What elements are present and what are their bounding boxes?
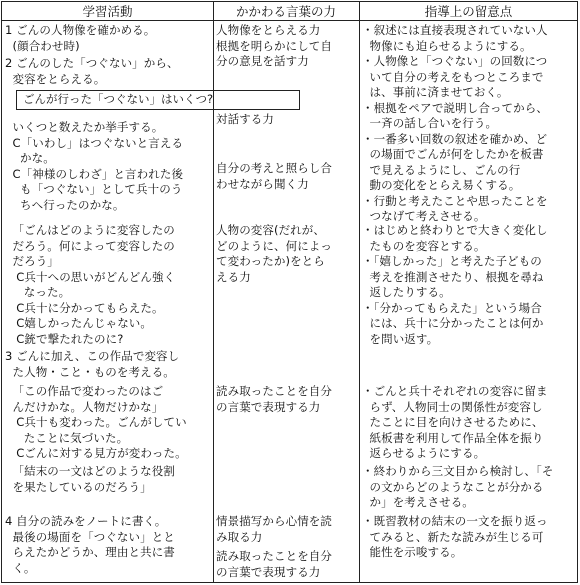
text-line: か」を考えさせる。 xyxy=(362,495,474,509)
note-group-1 xyxy=(362,23,548,225)
text-line: 自分の考えと照らし合 xyxy=(216,161,332,175)
text-line: 返したりする。 xyxy=(362,285,451,299)
text-line: く。 xyxy=(5,560,36,575)
text-line: C兵十への思いがどんどん強く xyxy=(5,269,176,284)
key-question-box xyxy=(16,90,300,110)
skill-5 xyxy=(216,384,332,415)
text-line: 人物の変容(だれが、 xyxy=(216,223,325,237)
text-line: て変わったか)をとら xyxy=(216,254,325,268)
text-line: らず、人物同士の関係性が変容し xyxy=(362,399,543,414)
text-line: 1 ごんの人物像を確かめる。 xyxy=(5,23,156,37)
text-line: 返らせるようにする。 xyxy=(362,446,486,460)
text-line: で見えるようにし、ごんの行 xyxy=(362,162,521,177)
text-line: んだけかな。人物だけかな」 xyxy=(5,399,164,414)
text-line: なった。 xyxy=(5,285,71,299)
text-line: た人物・こと・ものを考える。 xyxy=(5,364,175,379)
text-line: どのように、何によっ xyxy=(216,238,332,253)
text-line: 読み取ったことを自分 xyxy=(216,384,332,398)
text-line: み取る力 xyxy=(216,529,263,544)
text-line: たことに目を向けさせるために、 xyxy=(362,415,544,429)
text-line: ・叙述には直接表現されていない人 xyxy=(362,23,548,37)
note-group-3 xyxy=(362,384,548,462)
text-line: いて自分の考えをもつところまで xyxy=(362,69,544,84)
skill-3 xyxy=(216,161,332,192)
activity-2 xyxy=(5,56,179,87)
skill-7 xyxy=(216,549,332,580)
skill-2 xyxy=(216,112,274,128)
text-line: ごんが行った「つぐない」はいくつ? xyxy=(23,92,214,106)
text-line: ・行動と考えたことや思ったことを xyxy=(362,193,548,208)
text-line: Cごんに対する見方が変わった。 xyxy=(5,446,187,460)
header-language-skills: かかわる言葉の力 xyxy=(235,4,336,19)
text-line: だろう。何によって変容したの xyxy=(5,238,175,253)
text-line: わせながら聞く力 xyxy=(216,176,309,191)
text-line: ・既習教材の結末の一文を振り返っ xyxy=(362,514,548,528)
text-line: を問い返す。 xyxy=(362,331,439,346)
text-line: たことに気づいた。 xyxy=(5,430,129,445)
text-line: ・「分かってもらえた」という場合 xyxy=(362,300,542,315)
text-line: ・人物像と「つぐない」の回数につ xyxy=(362,54,548,68)
text-line: つなげて考えさせる。 xyxy=(362,209,486,223)
text-line: C「神様のしわざ」と言われた後 xyxy=(5,166,184,181)
text-line: 「ごんはどのように変容したの xyxy=(5,223,175,237)
text-line: いくつと数えたか挙手する。 xyxy=(5,120,164,134)
text-line: C「いわし」はつぐないと言える xyxy=(5,135,184,150)
text-line: 変容をとらえる。 xyxy=(5,71,106,86)
text-line: 物像にも迫らせるようにする。 xyxy=(362,38,532,53)
text-line: 4 自分の読みをノートに書く。 xyxy=(5,514,167,528)
text-line: 情景描写から心情を読 xyxy=(216,514,332,528)
text-line: ちへ行ったのかな。 xyxy=(5,197,125,212)
note-group-2 xyxy=(362,223,548,347)
text-line: 人物像をとらえる力 xyxy=(216,23,321,37)
text-line: を果たしているのだろう」 xyxy=(5,479,152,494)
text-line: 考えを推測させたり、根拠を尋ね xyxy=(362,269,544,284)
text-line: ・ごんと兵十それぞれの変容に留ま xyxy=(362,384,548,398)
text-line: の言葉で表現する力 xyxy=(216,399,321,414)
text-line: C兵十も変わった。ごんがしてい xyxy=(5,415,187,429)
lesson-plan-table xyxy=(1,1,578,583)
activity-4 xyxy=(5,514,175,576)
activity-2-question xyxy=(5,223,175,347)
text-line: てみると、新たな読みが生じる可 xyxy=(362,529,544,544)
note-group-5 xyxy=(362,514,548,561)
text-line: 読み取ったことを自分 xyxy=(216,549,332,563)
text-line: 対話する力 xyxy=(216,112,274,126)
activity-3-ending xyxy=(5,464,175,495)
text-line: C嬉しかったんじゃない。 xyxy=(5,316,152,330)
text-line: かな。 xyxy=(5,151,55,165)
text-line: ・「嬉しかった」と考えた子どもの xyxy=(362,254,542,268)
text-line: 動の変化をとらえ易くする。 xyxy=(362,178,521,192)
text-line: らえたかどうか、理由と共に書 xyxy=(5,545,175,559)
text-line: 最後の場面を「つぐない」とと xyxy=(5,529,175,544)
text-line: ・はじめと終わりとで大きく変化し xyxy=(362,223,548,237)
text-line: たものを変容とする。 xyxy=(362,238,486,253)
text-line: には、兵十に分かったことは何か xyxy=(362,316,544,330)
text-line: 2 ごんのした「つぐない」から、 xyxy=(5,56,179,70)
text-line: も「つぐない」として兵十のう xyxy=(5,182,183,196)
text-line: 能性を示唆する。 xyxy=(362,545,463,559)
column-divider-2 xyxy=(359,2,360,582)
text-line: 3 ごんに加え、この作品で変容し xyxy=(5,349,180,363)
note-group-4 xyxy=(362,464,553,511)
text-line: C銃で撃たれたのに? xyxy=(5,331,124,346)
text-line: C兵十に分かってもらえた。 xyxy=(5,300,164,315)
text-line: の文からどのようなことが分かる xyxy=(362,479,544,494)
activity-1 xyxy=(5,23,155,54)
activity-3 xyxy=(5,349,179,380)
text-line: ・根拠をペアで説明し合ってから、 xyxy=(362,100,548,115)
text-line: 「この作品で変わったのはご xyxy=(5,384,164,398)
text-line: 「結末の一文はどのような役割 xyxy=(5,464,175,478)
header-teaching-notes: 指導上の留意点 xyxy=(424,4,513,19)
text-line: (顔合わせ時) xyxy=(5,38,80,53)
text-line: の場面でごんが何をしたかを板書 xyxy=(362,147,544,161)
text-line: は、事前に済ませておく。 xyxy=(362,85,509,99)
text-line: 根拠を明らかにして自 xyxy=(216,38,332,53)
text-line: だろう」 xyxy=(5,254,59,268)
activity-3-question xyxy=(5,384,187,462)
skill-6 xyxy=(216,514,332,545)
text-line: 分の意見を話す力 xyxy=(216,54,309,68)
header-learning-activity: 学習活動 xyxy=(82,4,133,19)
column-divider-1 xyxy=(213,2,214,582)
text-line: える力 xyxy=(216,269,251,284)
activity-2-detail xyxy=(5,120,183,213)
text-line: ・終わりから三文目から検討し、「そ xyxy=(362,464,554,478)
text-line: 紙板書を利用して作品全体を振り xyxy=(362,430,544,445)
text-line: ・一番多い回数の叙述を確かめ、ど xyxy=(362,131,548,146)
skill-4 xyxy=(216,223,332,285)
text-line: の言葉で表現する力 xyxy=(216,564,321,579)
skill-1 xyxy=(216,23,332,70)
text-line: 一斉の話し合いを行う。 xyxy=(362,116,498,130)
